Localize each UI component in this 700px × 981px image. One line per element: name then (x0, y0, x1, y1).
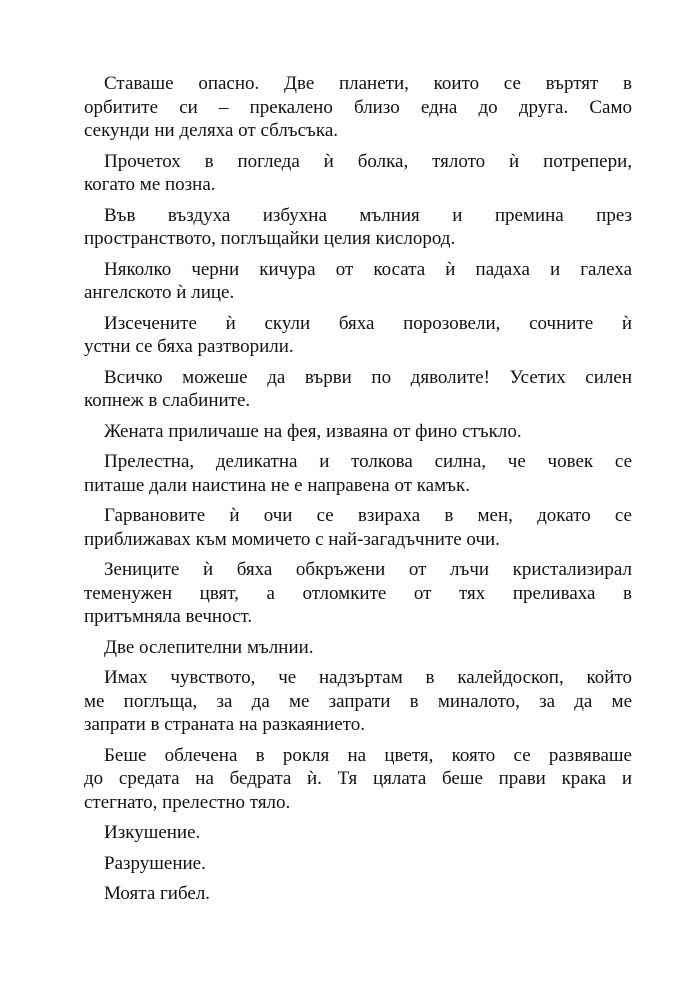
paragraph (84, 558, 632, 629)
body-text (84, 72, 632, 913)
text-line: устни се бяха разтворили. (84, 336, 294, 357)
paragraph (84, 852, 632, 876)
text-line: Зениците ѝ бяха обкръжени от лъчи кристализирал (104, 559, 632, 580)
paragraph (84, 312, 632, 359)
text-line: Гарвановите ѝ очи се взираха в мен, докато се (104, 505, 632, 526)
paragraph (84, 636, 632, 660)
text-line: копнеж в слабините. (84, 390, 251, 411)
text-line: секунди ни деляха от сблъсъка. (84, 120, 339, 141)
text-line: запрати в страната на разкаянието. (84, 714, 365, 735)
text-line: Беше облечена в рокля на цветя, която се развяваше (104, 744, 632, 766)
paragraph (84, 450, 632, 497)
text-line: когато ме позна. (84, 174, 216, 195)
paragraph (84, 366, 632, 413)
text-line: Разрушение. (104, 852, 206, 874)
paragraph (84, 504, 632, 551)
text-line: стегнато, прелестно тяло. (84, 791, 291, 813)
text-line: Прочетох в погледа ѝ болка, тялото ѝ потрепери, (104, 150, 632, 172)
paragraph (84, 72, 632, 143)
text-line: Имах чувството, че надзъртам в калейдоскоп, който (104, 667, 632, 688)
paragraph (84, 420, 632, 444)
text-line: питаше дали наистина не е направена от камък. (84, 474, 470, 496)
text-line: Моята гибел. (104, 883, 211, 904)
text-line: Две ослепителни мълнии. (104, 636, 314, 658)
paragraph (84, 150, 632, 197)
text-line: Изкушение. (104, 822, 201, 843)
paragraph (84, 666, 632, 737)
text-line: орбитите си – прекалено близо една до друга. Само (84, 96, 632, 118)
text-line: Прелестна, деликатна и толкова силна, че човек се (104, 451, 632, 472)
text-line: до средата на бедрата ѝ. Тя цялата беше прави крака и (84, 768, 632, 789)
text-line: Жената приличаше на фея, изваяна от фино стъкло. (104, 420, 522, 442)
text-line: приближавах към момичето с най-загадъчните очи. (84, 528, 500, 550)
text-line: ангелското ѝ лице. (84, 282, 235, 303)
paragraph (84, 821, 632, 845)
paragraph (84, 744, 632, 815)
paragraph (84, 258, 632, 305)
text-line: Всичко можеше да върви по дяволите! Усетих силен (104, 366, 632, 388)
text-line: пространството, поглъщайки целия кислород. (84, 228, 456, 249)
text-line: притъмняла вечност. (84, 606, 253, 627)
text-line: Ставаше опасно. Две планети, които се въртят в (104, 73, 632, 94)
text-line: теменужен цвят, а отломките от тях преливаха в (84, 582, 632, 604)
text-line: Във въздуха избухна мълния и премина през (104, 204, 632, 226)
text-line: ме поглъща, за да ме запрати в миналото, за да ме (84, 690, 632, 712)
paragraph (84, 204, 632, 251)
text-line: Няколко черни кичура от косата ѝ падаха и галеха (104, 258, 632, 280)
text-line: Изсечените ѝ скули бяха порозовели, сочните ѝ (104, 312, 632, 334)
paragraph (84, 882, 632, 906)
